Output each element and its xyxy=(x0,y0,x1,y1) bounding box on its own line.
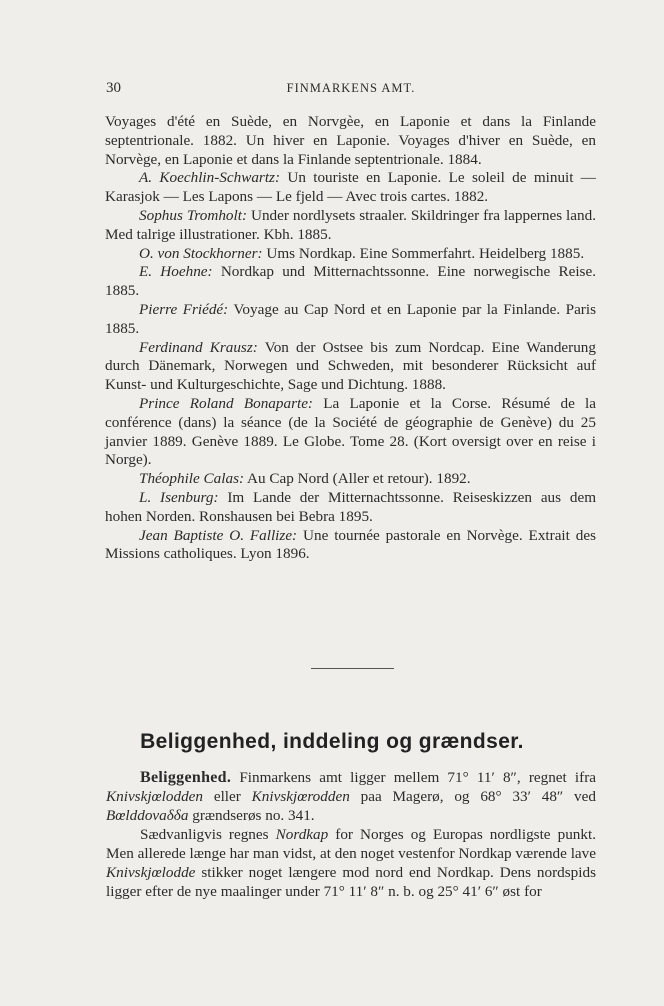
section-divider xyxy=(311,668,394,669)
bibliography-list xyxy=(105,113,596,564)
place-name: Knivskjœlodden xyxy=(106,788,204,805)
entry-author: Sophus Tromholt: xyxy=(139,206,248,224)
paragraph-text: paa Magerø, og 68° 33′ 48″ ved xyxy=(349,788,596,805)
entry-author: A. Koechlin-Schwartz: xyxy=(139,169,281,187)
entry-text: Une tournée pastorale en Norvège. Extrait des Missions catholiques. Lyon 1896. xyxy=(105,526,597,563)
body-paragraph xyxy=(106,825,596,901)
entry-text: La Laponie et la Corse. Résumé de la conférence (dans) la séance (de la Société de géographie de Genève) du 25 janvier 1889. Genève 1889. Le Globe. Tome 28. (Kort oversigt over en reise i Norge). xyxy=(105,394,597,469)
section-heading: Beliggenhed, inddeling og grændser. xyxy=(140,730,524,753)
entry-author: E. Hoehne: xyxy=(139,263,213,281)
bibliography-entry xyxy=(105,301,596,339)
section-body xyxy=(106,768,596,901)
entry-author: Théophile Calas: xyxy=(139,470,245,488)
entry-author: O. von Stockhorner: xyxy=(139,244,263,262)
bibliography-entry xyxy=(105,245,596,264)
page-number: 30 xyxy=(106,80,121,96)
page-header xyxy=(106,80,596,100)
bibliography-entry xyxy=(105,207,596,245)
paragraph-text: grændserøs no. 341. xyxy=(188,807,315,824)
place-name: Knivskjœlodde xyxy=(106,864,196,881)
paragraph-text: Sædvanligvis regnes xyxy=(140,826,276,843)
bibliography-entry xyxy=(105,470,596,489)
entry-text: Im Lande der Mitternachtssonne. Reiseskizzen aus dem hohen Norden. Ronshausen bei Bebra 1895. xyxy=(105,488,597,525)
paragraph-text: for Norges og Europas nordligste punkt. Men allerede længe har man vidst, at den noget vestenfor Nordkap værende lave xyxy=(106,826,596,862)
place-name: Nordkap xyxy=(275,826,329,843)
place-name: Knivskjœrodden xyxy=(251,788,350,805)
entry-text: Au Cap Nord (Aller et retour). 1892. xyxy=(247,470,471,488)
entry-text: Voyage au Cap Nord et en Laponie par la Finlande. Paris 1885. xyxy=(105,300,596,337)
entry-text: Voyages d'été en Suède, en Norvgèe, en Laponie et dans la Finlande septentrionale. 1882. Un hiver en Laponie. Voyages d'hiver en Suède, en Norvège, en Laponie et dans la Finlande septentrionale. 1884. xyxy=(105,113,596,168)
entry-text: Von der Ostsee bis zum Nordcap. Eine Wanderung durch Dänemark, Norwegen und Schweden, mit besonderer Rücksicht auf Kunst- und Kulturgeschichte, Sage und Dichtung. 1888. xyxy=(105,338,596,394)
entry-text: Nordkap und Mitternachtssonne. Eine norwegische Reise. 1885. xyxy=(105,263,596,300)
entry-author: Jean Baptiste O. Fallize: xyxy=(139,526,298,544)
entry-text: Under nordlysets straaler. Skildringer fra lappernes land. Med talrige illustrationer. Kbh. 1885. xyxy=(105,206,596,243)
entry-author: Ferdinand Krausz: xyxy=(139,338,258,356)
paragraph-text: stikker noget længere mod nord end Nordkap. Dens nordspids ligger efter de nye maalinger under 71° 11′ 8″ n. b. og 25° 41′ 6″ øst for xyxy=(106,864,596,900)
bibliography-entry xyxy=(105,489,596,527)
entry-text: Un touriste en Laponie. Le soleil de minuit — Karasjok — Les Lapons — Le fjeld — Avec trois cartes. 1882. xyxy=(105,169,596,206)
bibliography-entry xyxy=(105,395,596,470)
running-title: FINMARKENS AMT. xyxy=(286,81,416,95)
entry-author: Pierre Friédé: xyxy=(139,300,229,318)
entry-author: Prince Roland Bonaparte: xyxy=(139,394,313,412)
bibliography-entry xyxy=(105,169,596,207)
bibliography-entry xyxy=(105,527,596,565)
entry-text: Ums Nordkap. Eine Sommerfahrt. Heidelberg 1885. xyxy=(266,244,585,262)
paragraph-text: eller xyxy=(203,788,252,805)
entry-author: L. Isenburg: xyxy=(139,488,219,506)
bibliography-entry xyxy=(105,263,596,301)
body-paragraph xyxy=(106,768,596,825)
paragraph-text: Finmarkens amt ligger mellem 71° 11′ 8″, regnet ifra xyxy=(231,769,596,786)
place-name: Bœlddovaδδa xyxy=(106,807,189,824)
bibliography-entry xyxy=(105,113,596,169)
bibliography-entry xyxy=(105,339,596,395)
paragraph-lead: Beliggenhed. xyxy=(140,769,232,786)
